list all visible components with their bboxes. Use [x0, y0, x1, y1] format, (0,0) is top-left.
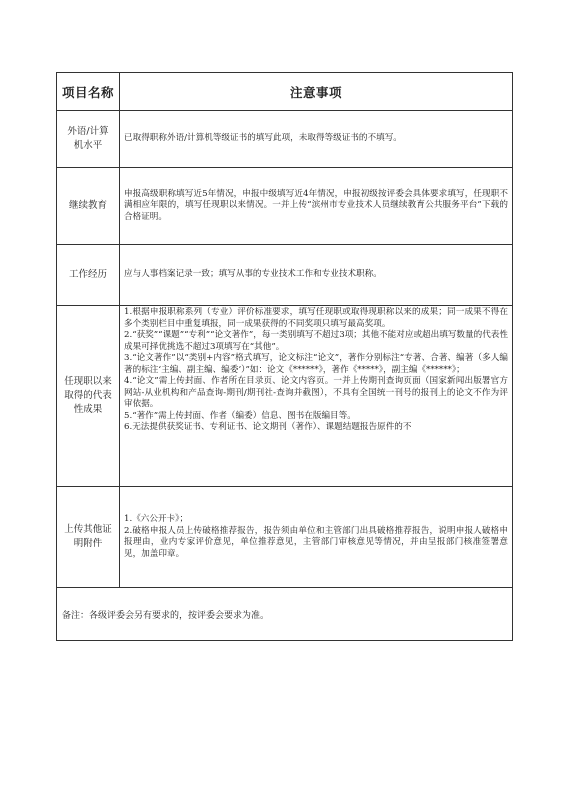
notice-sheet — [56, 72, 513, 641]
list-item: 5.“著作”需上传封面、作者（编委）信息、图书在版编目等。 — [124, 410, 356, 421]
label-line: 外语/计算 — [67, 126, 109, 137]
list-item: 1.根据申报职称系列（专业）评价标准要求，填写任现职或取得现职称以来的成果；同一成果不得在多个类别栏目中重复填报，同一成果获得的不同奖项只填写最高奖项。 — [124, 307, 508, 329]
table-header-row — [57, 73, 513, 111]
label-line: 任现职以来 — [64, 376, 112, 387]
list-item: 1.《六公开卡》； — [124, 514, 189, 524]
results-list — [124, 307, 508, 481]
header-notes: 注意事项 — [120, 73, 513, 111]
label-work-experience: 工作经历 — [57, 245, 120, 306]
remarks-note: 备注：各级评委会另有要求的，按评委会要求为准。 — [57, 588, 513, 641]
label-representative-results — [57, 306, 120, 487]
label-line: 性成果 — [73, 404, 103, 415]
table-row — [57, 306, 513, 487]
label-continuing-education: 继续教育 — [57, 168, 120, 245]
list-item: 2.破格申报人员上传破格推荐报告，报告须由单位和主管部门出具破格推荐报告，说明申报人破格申报理由，业内专家评价意见，单位推荐意见，主管部门审核意见等情况，并由呈报部门核准签署意见，加盖印章。 — [124, 525, 508, 559]
header-item-name: 项目名称 — [57, 73, 120, 111]
content-language-computer: 已取得职称外语/计算机等级证书的填写此项，未取得等级证书的不填写。 — [120, 111, 513, 168]
list-item: 3.“论文著作”以“类别+内容”格式填写，论文标注“论文”，著作分别标注“专著、合著、编著（多人编著的标注‘主编、副主编、编委’）”如：论文《******》，著作《*****》，副主编《******》； — [124, 353, 508, 375]
content-continuing-education: 申报高级职称填写近5年情况，申报中级填写近4年情况，申报初级按评委会具体要求填写，任现职不满相应年限的，填写任现职以来情况。一并上传“滨州市专业技术人员继续教育公共服务平台”下载的合格证明。 — [120, 168, 513, 245]
table-row — [57, 487, 513, 588]
label-line: 上传其他证 — [64, 524, 112, 535]
table-row — [57, 245, 513, 306]
content-representative-results — [120, 306, 513, 487]
table-row — [57, 588, 513, 641]
content-other-attachments — [120, 487, 513, 588]
list-item: 4.“论文”需上传封面、作者所在目录页、论文内容页。一并上传期刊查询页面（国家新闻出版署官方网站-从业机构和产品查询-期刊/期刊社-查询并截图），不具有全国统一刊号的报刊上的论文不作为评审依据。 — [124, 376, 508, 409]
content-work-experience: 应与人事档案记录一致；填写从事的专业技术工作和专业技术职称。 — [120, 245, 513, 306]
list-item: 6.无法提供获奖证书、专利证书、论文期刊（著作）、课题结题报告原件的不 — [124, 422, 412, 432]
attachments-list — [124, 514, 508, 560]
label-other-attachments — [57, 487, 120, 588]
table-row — [57, 111, 513, 168]
table-row — [57, 168, 513, 245]
label-language-computer — [57, 111, 120, 168]
label-line: 机水平 — [73, 140, 103, 151]
label-line: 明附件 — [73, 538, 103, 549]
list-item: 2.“获奖”“课题”“专利”“论文著作”，每一类别填写不超过3项；其他不能对应或超出填写数量的代表性成果可择优挑选不超过3项填写在“其他”。 — [124, 330, 508, 352]
instructions-table — [56, 72, 513, 641]
label-line: 取得的代表 — [64, 390, 112, 401]
